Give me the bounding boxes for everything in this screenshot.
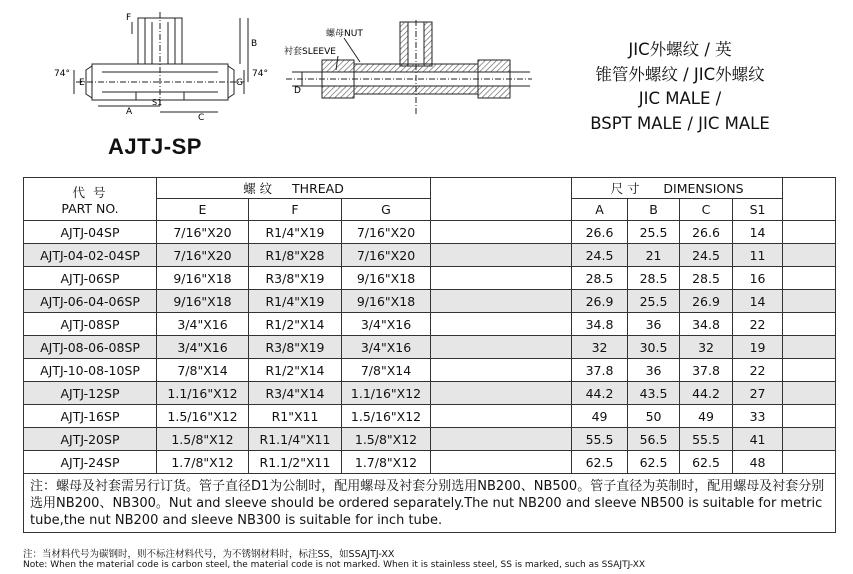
label-G: G [236,78,243,88]
table-row [24,244,836,267]
description-line: 锥管外螺纹 / JIC外螺纹 [595,64,765,84]
blank-cell [783,336,836,359]
d-label: D [294,86,301,96]
model-title: AJTJ-SP [108,134,202,159]
dim-S1-cell: 41 [733,428,783,451]
thread-header-cn: 螺 纹 [243,181,273,196]
dim-S1-cell: 48 [733,451,783,474]
blank-cell [431,244,572,267]
spec-table [23,177,836,533]
part-no-cell: AJTJ-06SP [24,267,157,290]
dim-B-cell: 56.5 [628,428,680,451]
thread-E-cell: 1.5/8"X12 [157,428,249,451]
thread-F-cell: R3/8"X19 [249,267,342,290]
dim-C-cell: 32 [680,336,733,359]
thread-E-cell: 7/16"X20 [157,244,249,267]
table-row [24,267,836,290]
dim-C-cell: 26.9 [680,290,733,313]
part-no-cell: AJTJ-12SP [24,382,157,405]
description-line: JIC外螺纹 / 英 [628,40,732,59]
thread-E-cell: 9/16"X18 [157,290,249,313]
dim-A-cell: 28.5 [572,267,628,290]
part-no-cell: AJTJ-04-02-04SP [24,244,157,267]
thread-F-cell: R1.1/2"X11 [249,451,342,474]
dim-S1-cell: 22 [733,359,783,382]
thread-header-en: THREAD [292,181,344,196]
col-header-F: F [249,199,342,221]
part-no-cell: AJTJ-08-06-08SP [24,336,157,359]
dim-A-cell: 49 [572,405,628,428]
table-row [24,290,836,313]
table-row [24,336,836,359]
thread-G-cell: 3/4"X16 [342,313,431,336]
col-header-C: C [680,199,733,221]
dim-B-cell: 43.5 [628,382,680,405]
thread-E-cell: 7/8"X14 [157,359,249,382]
part-no-cell: AJTJ-08SP [24,313,157,336]
dim-C-cell: 49 [680,405,733,428]
blank-cell [431,221,572,244]
thread-G-cell: 1.5/16"X12 [342,405,431,428]
blank-cell [431,382,572,405]
thread-G-cell: 3/4"X16 [342,336,431,359]
table-row [24,221,836,244]
dim-C-cell: 28.5 [680,267,733,290]
blank-cell [431,267,572,290]
dim-S1-cell: 33 [733,405,783,428]
col-header-B: B [628,199,680,221]
dim-S1-cell: 14 [733,221,783,244]
dim-S1-cell: 22 [733,313,783,336]
dim-A-cell: 37.8 [572,359,628,382]
thread-F-cell: R1/2"X14 [249,359,342,382]
thread-E-cell: 1.5/16"X12 [157,405,249,428]
part-no-cell: AJTJ-20SP [24,428,157,451]
thread-E-cell: 3/4"X16 [157,313,249,336]
dim-B-cell: 62.5 [628,451,680,474]
dim-A-cell: 44.2 [572,382,628,405]
dim-S1-cell: 11 [733,244,783,267]
thread-F-cell: R1/4"X19 [249,290,342,313]
col-header-S1: S1 [733,199,783,221]
dim-A-cell: 32 [572,336,628,359]
dim-B-cell: 25.5 [628,290,680,313]
dim-B-cell: 21 [628,244,680,267]
thread-F-cell: R1/4"X19 [249,221,342,244]
thread-G-cell: 1.5/8"X12 [342,428,431,451]
label-C: C [198,113,205,122]
col-header-E: E [157,199,249,221]
dim-header-cn: 尺 寸 [610,181,640,196]
blank-cell [431,290,572,313]
blank-header [783,178,836,221]
dim-C-cell: 62.5 [680,451,733,474]
thread-G-cell: 1.1/16"X12 [342,382,431,405]
dim-A-cell: 55.5 [572,428,628,451]
dim-B-cell: 36 [628,359,680,382]
table-row [24,451,836,474]
nut-label: 螺母NUT [326,29,363,39]
dim-A-cell: 62.5 [572,451,628,474]
col-header-A: A [572,199,628,221]
thread-G-cell: 7/16"X20 [342,244,431,267]
part-no-cell: AJTJ-04SP [24,221,157,244]
dim-A-cell: 26.9 [572,290,628,313]
dim-C-cell: 26.6 [680,221,733,244]
thread-E-cell: 7/16"X20 [157,221,249,244]
description-line: JIC MALE / [638,89,722,108]
part-no-header [24,178,157,221]
blank-cell [783,290,836,313]
dim-A-cell: 34.8 [572,313,628,336]
thread-E-cell: 1.1/16"X12 [157,382,249,405]
blank-cell [783,359,836,382]
dim-C-cell: 37.8 [680,359,733,382]
thread-F-cell: R1.1/4"X11 [249,428,342,451]
dim-S1-cell: 14 [733,290,783,313]
thread-E-cell: 1.7/8"X12 [157,451,249,474]
thread-F-cell: R1"X11 [249,405,342,428]
label-F: F [126,13,132,23]
dim-C-cell: 55.5 [680,428,733,451]
label-A: A [126,107,133,117]
dim-C-cell: 34.8 [680,313,733,336]
product-description [560,38,800,136]
blank-cell [431,451,572,474]
label-angle-right: 74° [252,69,268,79]
table-row [24,359,836,382]
thread-F-cell: R1/8"X28 [249,244,342,267]
thread-E-cell: 3/4"X16 [157,336,249,359]
tee-assembly-drawing [282,20,532,120]
thread-F-cell: R3/8"X19 [249,336,342,359]
dim-C-cell: 24.5 [680,244,733,267]
thread-header [157,178,431,199]
table-row [24,313,836,336]
part-header-en: PART NO. [61,200,119,216]
part-no-cell: AJTJ-24SP [24,451,157,474]
description-line: BSPT MALE / JIC MALE [590,113,770,133]
dim-B-cell: 30.5 [628,336,680,359]
blank-cell [783,244,836,267]
blank-cell [783,405,836,428]
spec-table-body [24,221,836,474]
dim-A-cell: 24.5 [572,244,628,267]
dim-S1-cell: 16 [733,267,783,290]
col-header-G: G [342,199,431,221]
thread-G-cell: 7/8"X14 [342,359,431,382]
blank-cell [431,428,572,451]
dim-C-cell: 44.2 [680,382,733,405]
part-no-cell: AJTJ-16SP [24,405,157,428]
blank-cell [783,451,836,474]
footnote-en: Note: When the material code is carbon steel, the material code is not marked. When it is stainless steel, SS is marked, such as SSAJTJ-XX [23,560,646,570]
part-header-cn: 代 号 [72,184,108,200]
blank-cell [783,382,836,405]
thread-E-cell: 9/16"X18 [157,267,249,290]
blank-cell [783,221,836,244]
table-row [24,405,836,428]
label-angle-left: 74° [54,69,70,79]
dim-A-cell: 26.6 [572,221,628,244]
blank-cell [431,359,572,382]
table-note: 注：螺母及衬套需另行订货。管子直径D1为公制时，配用螺母及衬套分别选用NB200、NB500。管子直径为英制时，配用螺母及衬套分别选用NB200、NB300。Nut and sleeve should be ordered separately.The nut NB200 and sleeve NB500 is suitable for metric tube,the nut NB200 and sleeve NB300 is suitable for inch tube. [24,474,836,533]
blank-cell [783,267,836,290]
label-S1: S1 [152,98,163,107]
label-E: E [79,78,85,88]
table-row [24,382,836,405]
dim-B-cell: 36 [628,313,680,336]
part-no-cell: AJTJ-10-08-10SP [24,359,157,382]
blank-header [431,178,572,221]
blank-cell [431,405,572,428]
tee-dimension-drawing [48,10,273,122]
blank-cell [783,313,836,336]
thread-G-cell: 9/16"X18 [342,267,431,290]
thread-G-cell: 7/16"X20 [342,221,431,244]
dim-B-cell: 28.5 [628,267,680,290]
sleeve-label: 衬套SLEEVE [284,47,336,57]
dim-S1-cell: 27 [733,382,783,405]
table-row [24,428,836,451]
part-no-cell: AJTJ-06-04-06SP [24,290,157,313]
dim-header-en: DIMENSIONS [663,181,744,196]
thread-G-cell: 1.7/8"X12 [342,451,431,474]
blank-cell [431,313,572,336]
thread-F-cell: R3/4"X14 [249,382,342,405]
footnote-cn: 注：当材料代号为碳钢时，则不标注材料代号，为不锈钢材料时，标注SS，如SSAJTJ-XX [23,549,395,560]
dimensions-header [572,178,783,199]
label-B: B [251,39,258,49]
blank-cell [431,336,572,359]
blank-cell [783,428,836,451]
thread-G-cell: 9/16"X18 [342,290,431,313]
dim-S1-cell: 19 [733,336,783,359]
thread-F-cell: R1/2"X14 [249,313,342,336]
dim-B-cell: 25.5 [628,221,680,244]
dim-B-cell: 50 [628,405,680,428]
